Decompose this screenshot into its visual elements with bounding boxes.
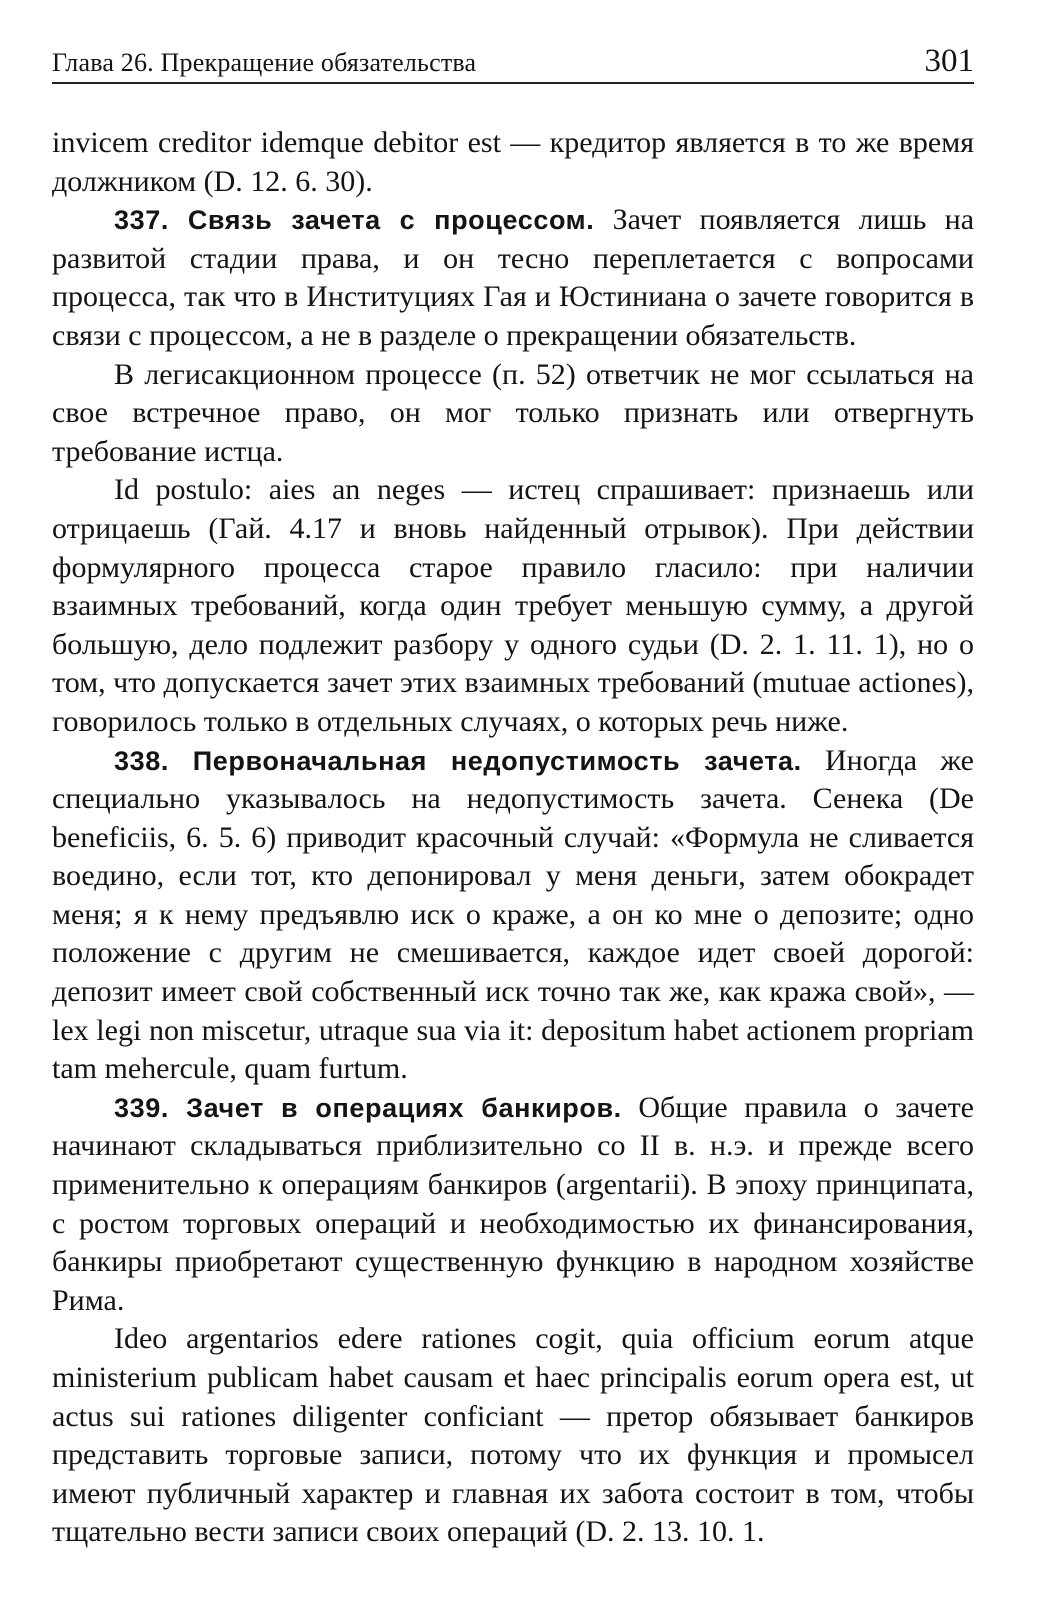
- running-header: [52, 32, 974, 84]
- section-heading: 337. Связь зачета с процессом.: [114, 205, 595, 236]
- paragraph-text: invicem creditor idemque debitor est — кредитор является в то же время должником (D. 12. 6. 30).: [52, 126, 974, 198]
- paragraph-continuation: [52, 124, 974, 201]
- paragraph-text: В легисакционном процессе (п. 52) ответчик не мог ссылаться на свое встречное право, он мог только признать или отвергнуть требование истца.: [52, 357, 974, 468]
- paragraph: [52, 471, 974, 741]
- section-heading: 339. Зачет в операциях банкиров.: [114, 1092, 622, 1123]
- paragraph-text: Иногда же специально указывалось на недопустимость зачета. Сенека (De beneficiis, 6. 5. 6) приводит красочный случай: «Формула не сливается воедино, если тот, кто депонировал у меня деньги, затем обокрадет меня; я к нему предъявлю иск о краже, а он ко мне о депозите; одно положение с другим не смешивается, каждое идет своей дорогой: депозит имеет свой собственный иск точно так же, как кража свой», — lex legi non miscetur, utraque sua via it: depositum habet actionem propriam tam mehercule, quam furtum.: [52, 743, 974, 1086]
- chapter-title: Глава 26. Прекращение обязательства: [52, 48, 477, 77]
- paragraph: [52, 1320, 974, 1552]
- body-text: [52, 124, 974, 1552]
- paragraph-text: Зачет появляется лишь на развитой стадии права, и он тесно переплетается с вопросами процесса, так что в Институциях Гая и Юстиниана о зачете говорится в связи с процессом, а не в разделе о прекращении обязательств.: [52, 203, 975, 352]
- paragraph: [52, 356, 974, 472]
- section-337: [52, 201, 974, 355]
- section-heading: 338. Первоначальная недопустимость зачета.: [114, 745, 802, 776]
- section-338: [52, 742, 974, 1089]
- paragraph-text: Общие правила о зачете начинают складываться приблизительно со II в. н.э. и прежде всего применительно к операциям банкиров (argentarii). В эпоху принципата, с ростом торговых операций и необходимостью их финансирования, банкиры приобретают существенную функцию в народном хозяйстве Рима.: [52, 1090, 974, 1317]
- paragraph-text: Ideo argentarios edere rationes cogit, quia officium eorum atque ministerium publicam habet causam et haec principalis eorum opera est, ut actus sui rationes diligenter conficiant — претор обязывает банкиров представить торговые записи, потому что их функция и промысел имеют публичный характер и главная их забота состоит в том, чтобы тщательно вести записи своих операций (D. 2. 13. 10. 1.: [52, 1322, 974, 1549]
- paragraph-text: Id postulo: aies an neges — истец спрашивает: признаешь или отрицаешь (Гай. 4.17 и вновь найденный отрывок). При действии формулярного процесса старое правило гласило: при наличии взаимных требований, когда один требует меньшую сумму, а другой большую, дело подлежит разбору у одного судьи (D. 2. 1. 11. 1), но о том, что допускается зачет этих взаимных требований (mutuae actiones), говорилось только в отдельных случаях, о которых речь ниже.: [52, 473, 974, 738]
- book-page: [52, 32, 974, 1552]
- section-339: [52, 1089, 974, 1321]
- page-number: 301: [924, 43, 974, 79]
